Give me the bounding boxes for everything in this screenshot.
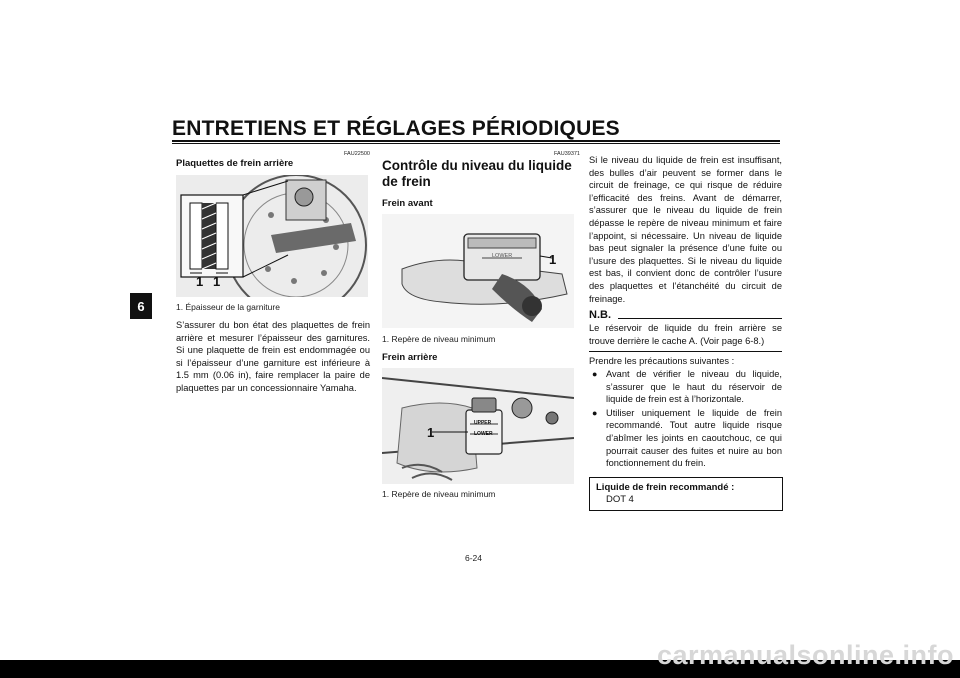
rear-brake-pad-photo [176, 175, 368, 297]
recommended-fluid-box [589, 477, 783, 511]
bullet-icon: ● [592, 369, 598, 379]
rear-reservoir-upper-mark: UPPER [474, 420, 492, 426]
precautions-list [592, 368, 782, 470]
list-item [592, 368, 782, 406]
section-code-fluid: FAU39371 [554, 151, 580, 157]
photo-label-1b: 1 [213, 274, 221, 289]
nb-text: Le réservoir de liquide du frein arrière se trouve derrière le cache A. (Voir page 6-8.) [589, 323, 782, 346]
photo1-label: 1 [549, 252, 557, 267]
section-heading-fluid: Contrôle du niveau du liquide de frein [382, 158, 572, 189]
caption-front-min-level: 1. Repère de niveau minimum [382, 334, 496, 344]
bullet-icon: ● [592, 407, 598, 418]
chapter-tab: 6 [130, 293, 152, 319]
nb-rule-bottom [589, 351, 782, 352]
bullet-text: Utiliser uniquement le liquide de frein recommandé. Tout autre liquide risque d’abîmer les joints en caoutchouc, ce qui pourrait causer des fuites et nuire au bon fonctionnement du frein. [606, 407, 782, 469]
front-brake-reservoir-photo [382, 214, 574, 328]
caption-rear-min-level: 1. Repère de niveau minimum [382, 489, 496, 499]
section-code: FAU22500 [344, 151, 370, 157]
header-rule-thin [172, 143, 780, 144]
page-number: 6-24 [465, 553, 483, 563]
caption-pad-thickness: 1. Épaisseur de la garniture [176, 302, 280, 312]
precautions-intro: Prendre les précautions suivantes : [589, 356, 735, 366]
list-item [592, 407, 782, 470]
nb-label: N.B. [589, 309, 611, 321]
subheading-front-brake: Frein avant [382, 198, 433, 209]
nb-rule-top [618, 318, 782, 319]
photo-label-1a: 1 [196, 274, 204, 289]
rear-brake-reservoir-photo [382, 368, 574, 484]
bullet-text: Avant de vérifier le niveau du liquide, s’assurer que le haut du réservoir de liquide de frein est à l’horizontale. [606, 369, 782, 405]
page-title: ENTRETIENS ET RÉGLAGES PÉRIODIQUES [172, 117, 620, 140]
recommended-fluid-value: DOT 4 [606, 494, 634, 505]
reservoir-lower-mark: LOWER [492, 253, 513, 259]
photo2-label: 1 [427, 425, 435, 440]
recommended-fluid-title: Liquide de frein recommandé : [596, 482, 735, 493]
footer-watermark: carmanualsonline.info [656, 640, 954, 670]
header-rule [172, 140, 780, 142]
subheading-rear-brake: Frein arrière [382, 352, 438, 363]
paragraph-rear-pads: S’assurer du bon état des plaquettes de frein arrière et mesurer l’épaisseur des garnitures. Si une plaquette de frein est endommagée ou si l’épaisseur d’une garniture est inférieure à 1.5 mm (0.06 in), faire remplacer la paire de plaquettes par un concessionnaire Yamaha. [176, 320, 370, 393]
paragraph-fluid-level: Si le niveau du liquide de frein est insuffisant, des bulles d’air peuvent se former dans le circuit de freinage, ce qui risque de réduire l’efficacité des freins. Avant de démarrer, s’assurer que le niveau du liquide de frein dépasse le repère de niveau minimum et faire l’appoint, si nécessaire. Un niveau de liquide bas peut signaler la présence d’une fuite ou l’usure des plaquettes. Si le niveau du liquide est bas, il convient donc de contrôler l’usure des plaquettes et l’étanchéité du circuit de freinage. [589, 155, 782, 304]
section-heading-rear-pads: Plaquettes de frein arrière [176, 158, 294, 169]
rear-reservoir-lower-mark: LOWER [474, 431, 493, 437]
